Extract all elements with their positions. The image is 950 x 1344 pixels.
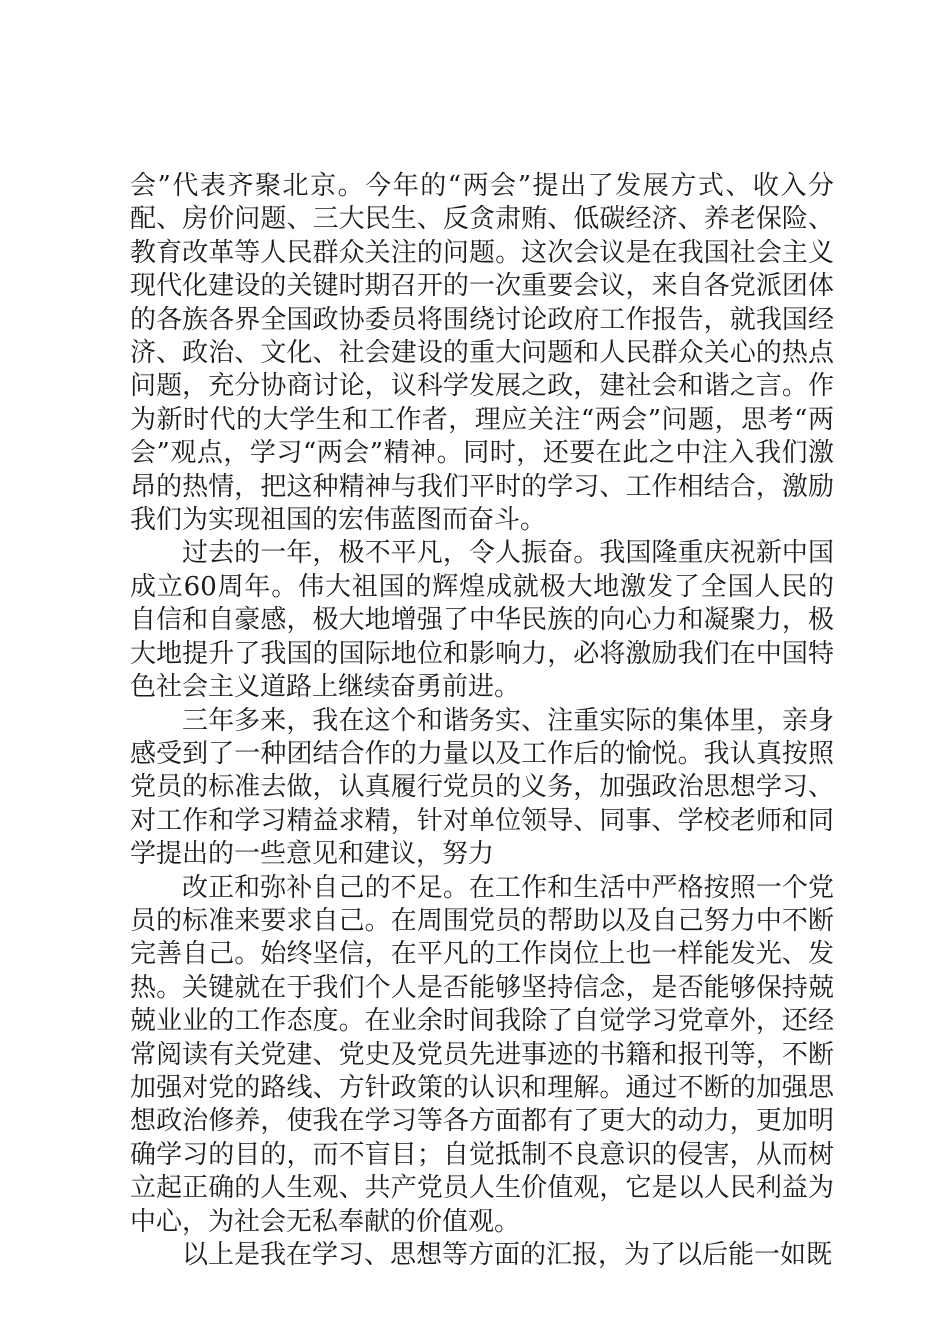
paragraph-4: 改正和弥补自己的不足。在工作和生活中严格按照一个党员的标准来要求自己。在周围党员的帮助以及自己努力中不断完善自己。始终坚信，在平凡的工作岗位上也一样能发光、发热。关键就在于我们个人是否能够坚持信念，是否能够保持兢兢业业的工作态度。在业余时间我除了自觉学习党章外，还经常阅读有关党建、党史及党员先进事迹的书籍和报刊等，不断加强对党的路线、方针政策的认识和理解。通过不断的加强思想政治修养，使我在学习等各方面都有了更大的动力，更加明确学习的目的，而不盲目；自觉抵制不良意识的侵害，从而树立起正确的人生观、共产党员人生价值观，它是以人民利益为中心，为社会无私奉献的价值观。	[130, 872, 834, 1237]
document-body	[130, 170, 834, 1272]
paragraph-3: 三年多来，我在这个和谐务实、注重实际的集体里，亲身感受到了一种团结合作的力量以及工作后的愉悦。我认真按照党员的标准去做，认真履行党员的义务，加强政治思想学习、对工作和学习精益求精，针对单位领导、同事、学校老师和同学提出的一些意见和建议，努力	[130, 705, 834, 870]
paragraph-1: 会”代表齐聚北京。今年的“两会”提出了发展方式、收入分配、房价问题、三大民生、反贪肃贿、低碳经济、养老保险、教育改革等人民群众关注的问题。这次会议是在我国社会主义现代化建设的关键时期召开的一次重要会议，来自各党派团体的各族各界全国政协委员将围绕讨论政府工作报告，就我国经济、政治、文化、社会建设的重大问题和人民群众关心的热点问题，充分协商讨论，议科学发展之政，建社会和谐之言。作为新时代的大学生和工作者，理应关注“两会”问题，思考“两会”观点，学习“两会”精神。同时，还要在此之中注入我们激昂的热情，把这种精神与我们平时的学习、工作相结合，激励我们为实现祖国的宏伟蓝图而奋斗。	[130, 171, 834, 536]
paragraph-5: 以上是我在学习、思想等方面的汇报，为了以后能一如既	[182, 1240, 833, 1270]
paragraph-2: 过去的一年，极不平凡，令人振奋。我国隆重庆祝新中国成立60周年。伟大祖国的辉煌成就极大地激发了全国人民的自信和自豪感，极大地增强了中华民族的向心力和凝聚力，极大地提升了我国的国际地位和影响力，必将激励我们在中国特色社会主义道路上继续奋勇前进。	[130, 538, 834, 703]
